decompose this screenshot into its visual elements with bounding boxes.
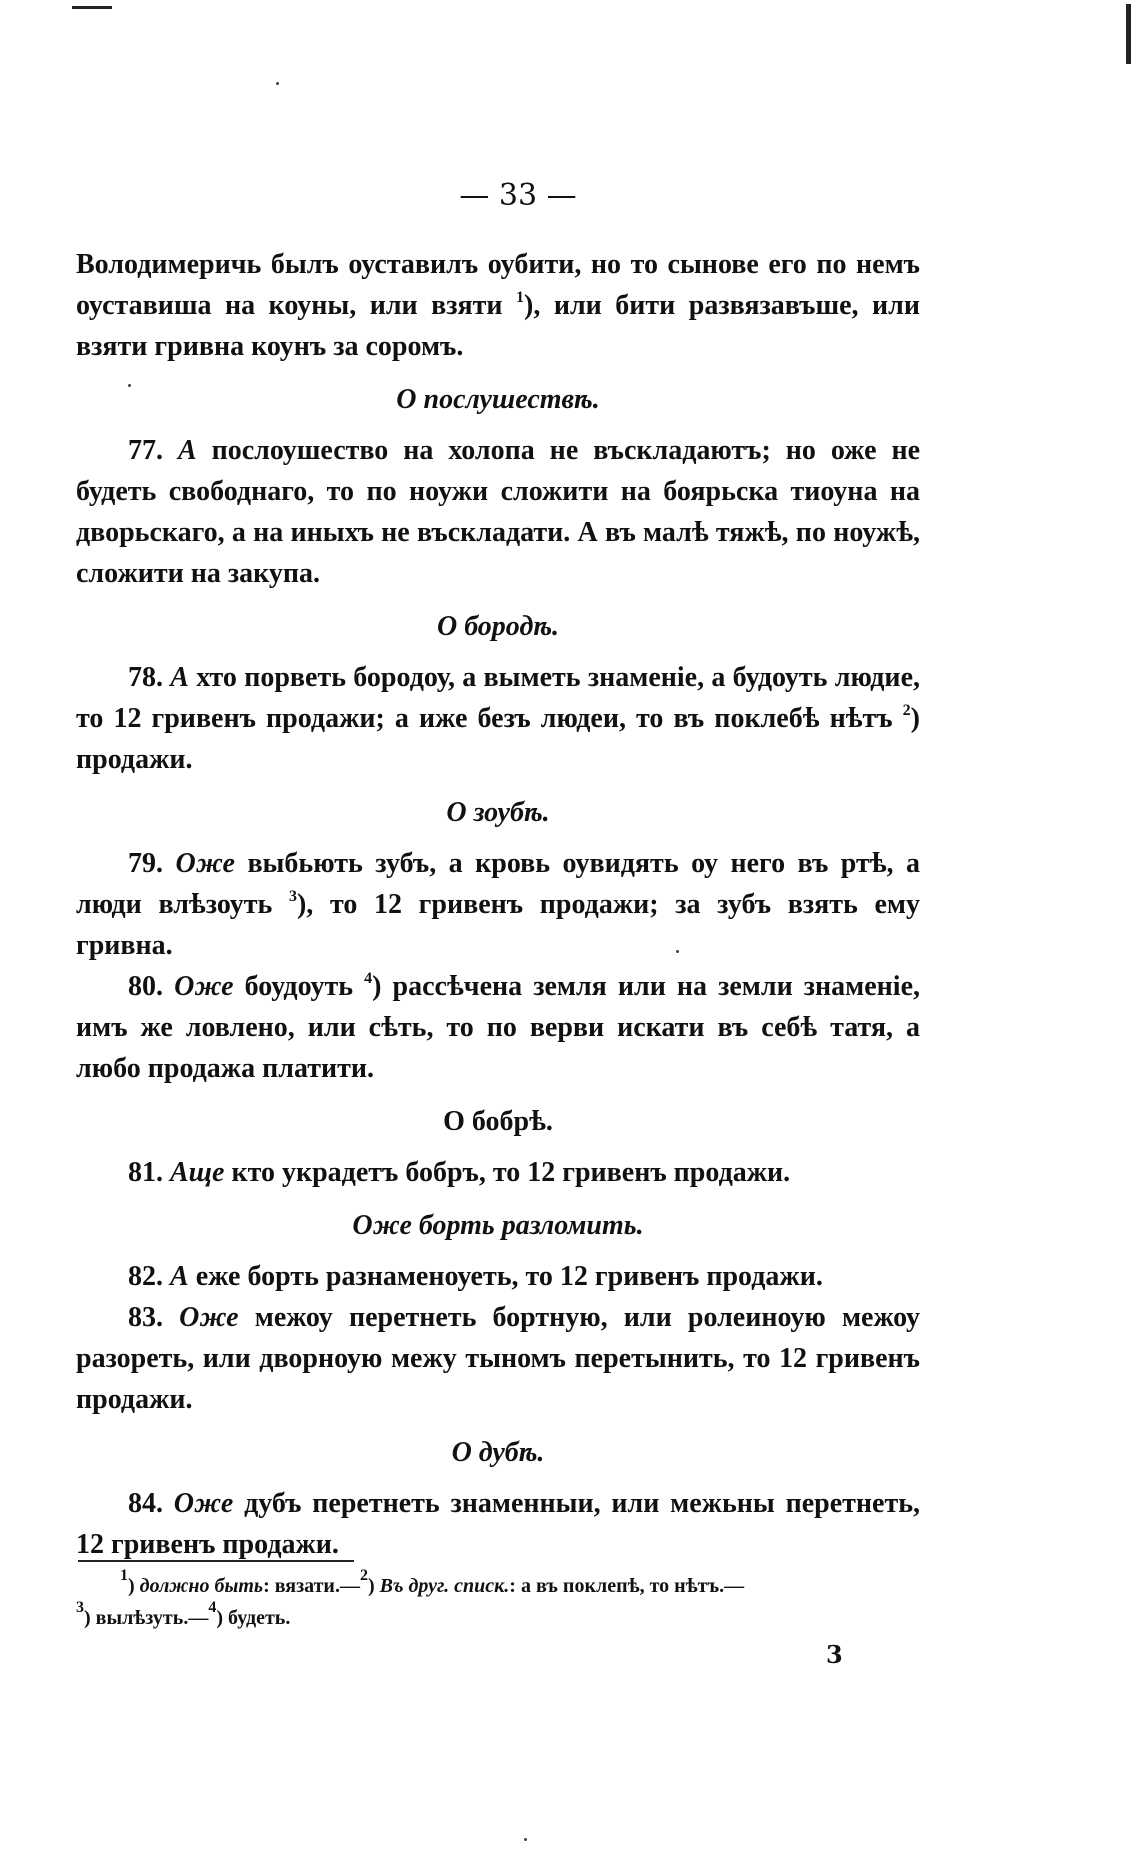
scan-speck	[524, 1838, 527, 1841]
section-heading: О зоубѣ.	[446, 797, 550, 828]
footnote-ref: 1	[516, 289, 525, 306]
scan-edge-mark	[72, 6, 112, 9]
section-heading: Оже борть разломить.	[352, 1210, 644, 1241]
body-text	[76, 244, 920, 1565]
footnote-ref: 3	[288, 888, 297, 905]
article-80: 80. Оже боудоуть $^4$) рассѣчена земля или на земли знаменіе, имъ же ловлено, или сѣть, то по верви искати въ себѣ татя, а любо продажа платити.	[76, 970, 920, 1084]
footnote-line: $^1$) должно быть: вязати.—$^2$) Въ друг. списк.: а въ поклепѣ, то нѣтъ.—	[120, 1567, 745, 1597]
article-81: 81. Аще кто украдетъ бобръ, то 12 гривенъ продажи.	[128, 1157, 791, 1188]
footnote-ref: 4	[364, 970, 373, 987]
scan-edge-mark	[1126, 4, 1131, 64]
section-heading: О бобрѣ.	[443, 1106, 553, 1137]
continuation-paragraph: Володимеричь былъ оуставилъ оубити, но то сынове его по немъ оуставиша на коуны, или взяти $^1$), или бити развязавъше, или взяти гривна коунъ за соромъ.	[76, 249, 920, 362]
article-77: 77. А послоушество на холопа не въскладаютъ; но оже не будеть свободнаго, то по ноужи сложити на боярьска тиоуна на дворьскаго, а на иныхъ не въскладати. А въ малѣ тяжѣ, по ноужѣ, сложити на закупа.	[76, 435, 921, 589]
scan-speck	[276, 82, 279, 85]
section-heading: О бородѣ.	[436, 611, 560, 642]
section-heading: О дубѣ.	[451, 1437, 545, 1468]
article-82: 82. А еже борть разнаменоуеть, то 12 гривенъ продажи.	[128, 1261, 823, 1292]
article-78: 78. А хто порветь бородоу, а выметь знаменіе, а будоуть людие, то 12 гривенъ продажи; а иже безъ людеи, то въ поклебѣ нѣтъ $^2$) продажи.	[76, 662, 920, 775]
footnote-line: $^3$) вылѣзуть.—$^4$) будеть.	[76, 1599, 291, 1629]
printer-signature: 3	[826, 1640, 843, 1669]
article-84: 84. Оже дубъ перетнеть знаменныи, или межьны перетнеть, 12 гривенъ продажи.	[76, 1488, 921, 1560]
footnote-ref: 2	[902, 702, 911, 719]
article-83: 83. Оже межоу перетнеть бортную, или ролеиноую межоу разореть, или дворноую межу тыномъ перетынить, то 12 гривенъ продажи.	[76, 1302, 920, 1415]
section-heading: О послушествѣ.	[396, 384, 600, 415]
footnote-divider	[78, 1560, 354, 1562]
page-number: — 33 —	[459, 178, 577, 213]
article-79: 79. Оже выбьють зубъ, а кровь оувидять оу него въ ртѣ, а люди влѣзоуть $^3$), то 12 гривенъ продажи; за зубъ взять ему гривна.	[76, 848, 920, 961]
footnotes	[76, 1567, 920, 1634]
